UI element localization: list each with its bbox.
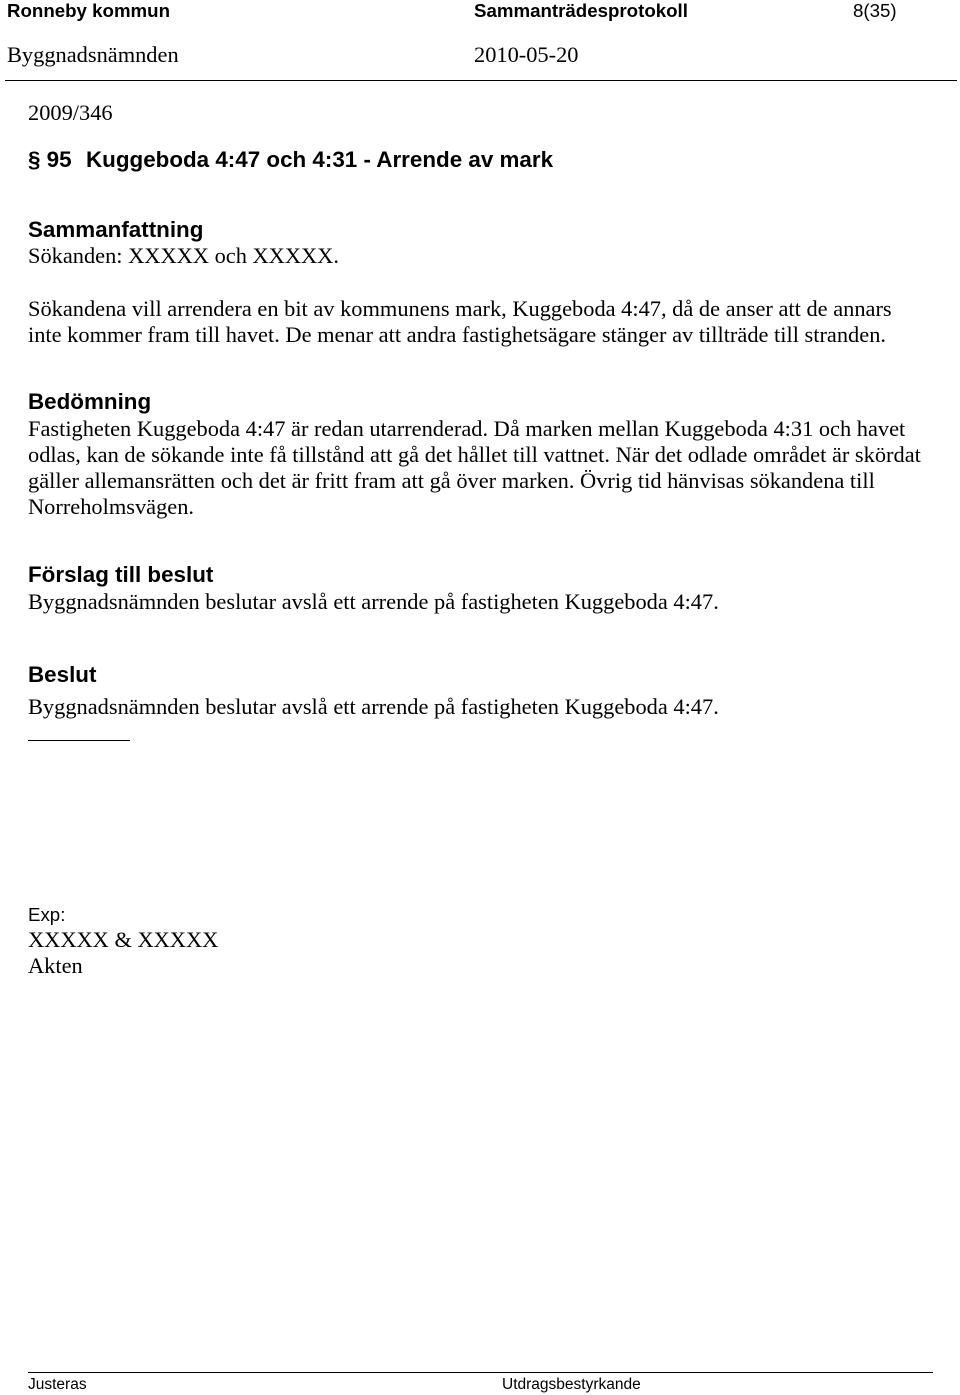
document-type: Sammanträdesprotokoll xyxy=(474,0,688,21)
distribution-recipient: Akten xyxy=(28,953,83,978)
proposal-heading: Förslag till beslut xyxy=(28,562,214,587)
paragraph-line: Fastigheten Kuggeboda 4:47 är redan utarrenderad. Då marken mellan Kuggeboda 4:31 och havet xyxy=(28,416,906,441)
attest-label: Justeras xyxy=(28,1376,87,1393)
paragraph-line: odlas, kan de sökande inte få tillstånd att gå det hållet till vattnet. När det odlade området är skördat xyxy=(28,442,921,467)
applicant-line: Sökanden: XXXXX och XXXXX. xyxy=(28,243,339,268)
page-number: 8(35) xyxy=(853,0,897,21)
committee-name: Byggnadsnämnden xyxy=(7,42,179,67)
organization-name: Ronneby kommun xyxy=(7,0,171,21)
meeting-date: 2010-05-20 xyxy=(474,42,579,67)
section-number: § 95 xyxy=(28,147,72,172)
paragraph-line: gäller allemansrätten och det är fritt fram att gå över marken. Övrig tid hänvisas sökandena till xyxy=(28,468,875,493)
paragraph-line: Sökandena vill arrendera en bit av kommunens mark, Kuggeboda 4:47, då de anser att de annars xyxy=(28,296,892,321)
distribution-label: Exp: xyxy=(28,904,66,925)
summary-paragraph xyxy=(28,296,892,348)
paragraph-line: Norreholmsvägen. xyxy=(28,494,195,519)
case-number: 2009/346 xyxy=(28,100,113,125)
assessment-heading: Bedömning xyxy=(28,389,152,414)
certify-label: Utdragsbestyrkande xyxy=(502,1376,641,1393)
proposal-text: Byggnadsnämnden beslutar avslå ett arrende på fastigheten Kuggeboda 4:47. xyxy=(28,589,719,614)
section-end-rule xyxy=(28,740,130,741)
assessment-paragraph xyxy=(28,416,921,520)
footer-divider xyxy=(28,1372,933,1373)
decision-text: Byggnadsnämnden beslutar avslå ett arrende på fastigheten Kuggeboda 4:47. xyxy=(28,694,719,719)
summary-heading: Sammanfattning xyxy=(28,217,204,242)
decision-heading: Beslut xyxy=(28,662,97,687)
header-divider xyxy=(5,80,957,81)
paragraph-line: inte kommer fram till havet. De menar att andra fastighetsägare stänger av tillträde till stranden. xyxy=(28,322,886,347)
distribution-recipient: XXXXX & XXXXX xyxy=(28,927,219,952)
section-title: Kuggeboda 4:47 och 4:31 - Arrende av mark xyxy=(86,147,554,172)
